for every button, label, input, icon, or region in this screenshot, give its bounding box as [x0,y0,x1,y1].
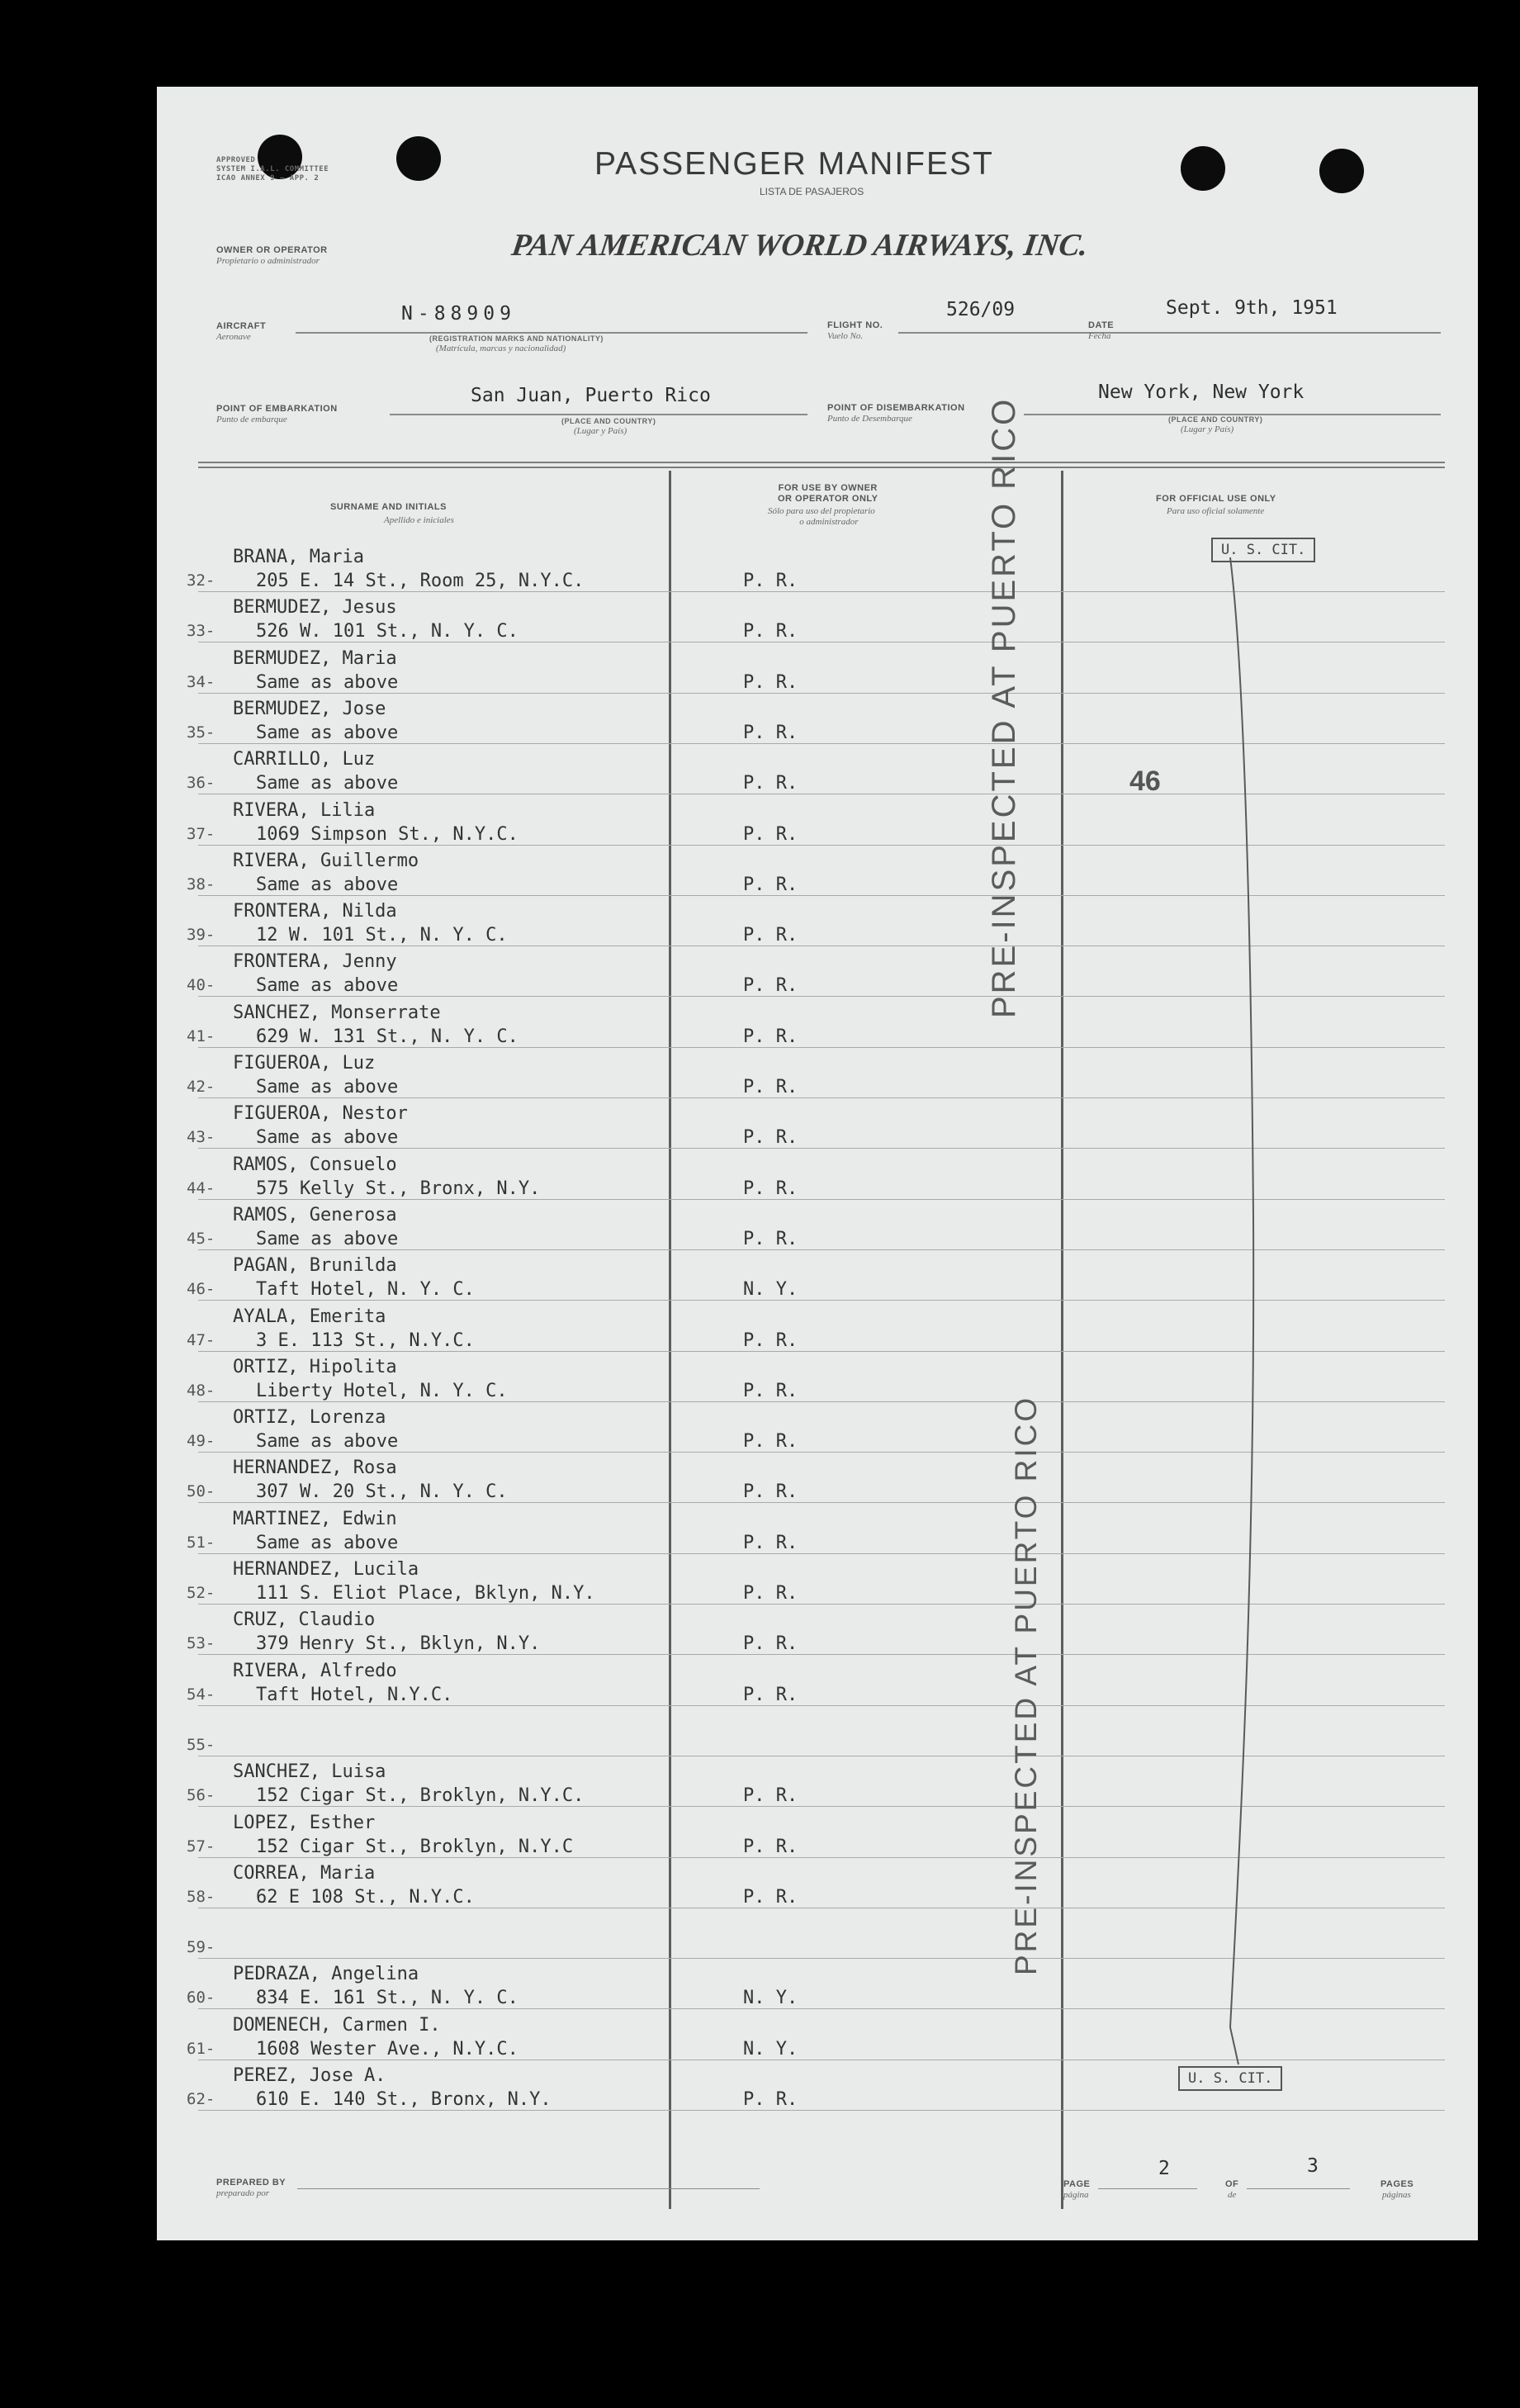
passenger-address: 307 W. 20 St., N. Y. C. [256,1481,508,1503]
passenger-name: LOPEZ, Esther [233,1812,376,1833]
passenger-name: ORTIZ, Lorenza [233,1407,386,1429]
operator-code: P. R. [743,1684,798,1705]
aircraft-label: AIRCRAFT [216,321,267,331]
date-label-es: Fecha [1088,331,1111,341]
preinspected-stamp: PRE-INSPECTED AT PUERTO RICO [986,396,1022,1018]
official-use-column-header-es: Para uso oficial solamente [1167,506,1265,516]
passenger-name: BERMUDEZ, Maria [233,647,397,669]
passenger-name: RIVERA, Alfredo [233,1660,397,1681]
passenger-row [157,948,1478,998]
passenger-name: FIGUEROA, Nestor [233,1103,408,1125]
operator-code: P. R. [743,874,798,895]
passenger-number: 39- [187,926,215,945]
passenger-number: 40- [187,976,215,995]
disembark-place-note: (PLACE AND COUNTRY) [1168,415,1263,424]
passenger-number: 44- [187,1178,215,1197]
embark-place-note-es: (Lugar y País) [574,426,627,436]
passenger-row [157,847,1478,898]
passenger-name: RIVERA, Lilia [233,799,376,821]
passenger-number: 52- [187,1584,215,1602]
disembark-value: New York, New York [1098,382,1305,403]
passenger-number: 57- [187,1837,215,1856]
passenger-name: FRONTERA, Nilda [233,901,397,922]
handwritten-count: 46 [1129,766,1161,797]
passenger-address: Liberty Hotel, N. Y. C. [256,1380,508,1401]
manifest-document [157,87,1478,2240]
preinspected-stamp: PRE-INSPECTED AT PUERTO RICO [1009,1395,1043,1975]
operator-code: P. R. [743,1785,798,1807]
passenger-number: 58- [187,1887,215,1906]
passenger-address: Same as above [256,874,399,895]
passenger-address: 379 Henry St., Bklyn, N.Y. [256,1633,541,1655]
passenger-address: 12 W. 101 St., N. Y. C. [256,925,508,946]
operator-code: P. R. [743,571,798,591]
passenger-number: 37- [187,824,215,843]
passenger-address: Taft Hotel, N. Y. C. [256,1279,475,1301]
passenger-row [157,1353,1478,1404]
operator-code: P. R. [743,1178,798,1199]
prepared-by-label-es: preparado por [216,2188,270,2198]
passenger-number: 45- [187,1229,215,1248]
passenger-row [157,1303,1478,1353]
owner-use-column-header: FOR USE BY OWNER OR OPERATOR ONLY [778,483,878,504]
passenger-number: 49- [187,1432,215,1451]
date-label: DATE [1088,320,1115,330]
operator-code: P. R. [743,1026,798,1047]
passenger-name: PEREZ, Jose A. [233,2065,386,2086]
owner-label: OWNER OR OPERATOR [216,245,328,255]
airline-name: PAN AMERICAN WORLD AIRWAYS, INC. [509,228,1091,263]
passenger-row [157,645,1478,695]
passenger-address: Same as above [256,1431,399,1453]
passenger-name: PEDRAZA, Angelina [233,1964,419,1985]
passenger-row [157,2012,1478,2062]
operator-code: P. R. [743,773,798,794]
operator-code: P. R. [743,722,798,743]
passenger-address: 526 W. 101 St., N. Y. C. [256,621,519,642]
passenger-number: 33- [187,622,215,641]
passenger-number: 48- [187,1381,215,1400]
passenger-address: Same as above [256,1077,399,1097]
passenger-number: 62- [187,2090,215,2108]
operator-code: N. Y. [743,1988,798,2009]
passenger-row [157,1505,1478,1556]
passenger-number: 61- [187,2039,215,2058]
operator-code: P. R. [743,1633,798,1655]
passenger-address: 3 E. 113 St., N.Y.C. [256,1330,475,1351]
surname-column-header-es: Apellido e iniciales [384,515,454,525]
passenger-number: 54- [187,1685,215,1704]
passenger-number: 36- [187,774,215,793]
operator-code: P. R. [743,1481,798,1503]
flight-label: FLIGHT NO. [827,320,883,330]
passenger-address: Same as above [256,1228,399,1249]
disembark-label: POINT OF DISEMBARKATION [827,403,965,413]
page-number: 2 [1158,2158,1170,2179]
passenger-number: 38- [187,875,215,894]
passenger-address: 152 Cigar St., Broklyn, N.Y.C [256,1836,574,1857]
passenger-name: BERMUDEZ, Jesus [233,597,397,619]
pages-label: PAGES [1380,2179,1414,2189]
registration-note: (REGISTRATION MARKS AND NATIONALITY) [429,334,604,343]
passenger-row [157,999,1478,1050]
passenger-row [157,1657,1478,1708]
passenger-name: FIGUEROA, Luz [233,1053,376,1074]
registration-note-es: (Matrícula, marcas y nacionalidad) [436,344,566,353]
passenger-number: 34- [187,672,215,691]
row-rule [198,2110,1445,2111]
passenger-address: 610 E. 140 St., Bronx, N.Y. [256,2089,552,2110]
operator-code: P. R. [743,1380,798,1401]
passenger-row [157,1252,1478,1302]
passenger-row [157,797,1478,847]
passenger-address: 111 S. Eliot Place, Bklyn, N.Y. [256,1583,595,1604]
passenger-name: BERMUDEZ, Jose [233,698,386,719]
passenger-name: SANCHEZ, Monserrate [233,1002,441,1023]
operator-code: P. R. [743,621,798,642]
passenger-address: 1608 Wester Ave., N.Y.C. [256,2038,519,2060]
form-reference: APPROVED SYSTEM I.A.L. COMMITTEE ICAO ANNEX 9 — APP. 2 [216,156,329,182]
passenger-number: 50- [187,1482,215,1501]
passenger-row [157,1556,1478,1606]
aircraft-label-es: Aeronave [216,332,251,342]
date-value: Sept. 9th, 1951 [1166,297,1338,319]
passenger-address: Same as above [256,773,399,794]
passenger-name: ORTIZ, Hipolita [233,1356,397,1377]
surname-column-header: SURNAME AND INITIALS [330,502,447,512]
passenger-name: HERNANDEZ, Rosa [233,1458,397,1479]
passenger-number: 55- [187,1735,215,1754]
of-label: OF [1225,2179,1239,2189]
official-use-column-header: FOR OFFICIAL USE ONLY [1156,494,1276,504]
passenger-row [157,1454,1478,1505]
passenger-name: RIVERA, Guillermo [233,850,419,871]
passenger-name: SANCHEZ, Luisa [233,1761,386,1783]
passenger-number: 43- [187,1128,215,1147]
passenger-number: 41- [187,1026,215,1045]
operator-code: P. R. [743,2089,798,2110]
passenger-row [157,1050,1478,1100]
passenger-name: RAMOS, Consuelo [233,1154,397,1175]
passenger-address: Same as above [256,671,399,693]
passenger-row [157,746,1478,796]
us-cit-stamp: U. S. CIT. [1178,2066,1282,2091]
embark-label: POINT OF EMBARKATION [216,404,338,414]
operator-code: N. Y. [743,2038,798,2060]
passenger-row [157,898,1478,948]
passenger-row [157,1708,1478,1758]
bracket-line [1148,557,1263,2077]
passenger-row [157,1404,1478,1454]
passenger-number: 60- [187,1988,215,2007]
operator-code: P. R. [743,1228,798,1249]
operator-code: N. Y. [743,1279,798,1301]
punch-hole [1181,146,1225,191]
passenger-row [157,1910,1478,1960]
punch-hole [396,136,441,181]
page-title-es: LISTA DE PASAJEROS [760,186,864,197]
page-label-es: página [1063,2190,1089,2200]
passenger-name: AYALA, Emerita [233,1306,386,1327]
passenger-number: 47- [187,1330,215,1349]
passenger-name: DOMENECH, Carmen I. [233,2014,441,2036]
passenger-number: 56- [187,1786,215,1805]
passenger-name: PAGAN, Brunilda [233,1255,397,1277]
passenger-address: 629 W. 131 St., N. Y. C. [256,1026,519,1047]
passenger-name: CORREA, Maria [233,1862,376,1884]
passenger-row [157,1202,1478,1252]
passenger-address: 1069 Simpson St., N.Y.C. [256,823,519,845]
passenger-number: 46- [187,1280,215,1299]
operator-code: P. R. [743,1127,798,1149]
disembark-label-es: Punto de Desembarque [827,414,912,424]
passenger-address: Same as above [256,1127,399,1149]
operator-code: P. R. [743,1532,798,1553]
operator-code: P. R. [743,1836,798,1857]
passenger-name: BRANA, Maria [233,547,364,567]
passenger-number: 59- [187,1938,215,1957]
page-label: PAGE [1063,2179,1091,2189]
passenger-address: Same as above [256,975,399,997]
owner-use-column-header-es: Sólo para uso del propietario o administrador [768,506,875,527]
passenger-address: Taft Hotel, N.Y.C. [256,1684,453,1705]
embark-value: San Juan, Puerto Rico [471,385,711,406]
passenger-number: 42- [187,1078,215,1096]
passenger-address: 205 E. 14 St., Room 25, N.Y.C. [256,571,585,591]
passenger-name: CARRILLO, Luz [233,749,376,770]
passenger-name: HERNANDEZ, Lucila [233,1559,419,1580]
passenger-row [157,594,1478,644]
passenger-address: Same as above [256,1532,399,1553]
operator-code: P. R. [743,671,798,693]
operator-code: P. R. [743,925,798,946]
passenger-row [157,1809,1478,1860]
passenger-address: 575 Kelly St., Bronx, N.Y. [256,1178,541,1199]
operator-code: P. R. [743,1583,798,1604]
passenger-name: RAMOS, Generosa [233,1204,397,1225]
us-cit-stamp: U. S. CIT. [1211,538,1315,562]
flight-value: 526/09 [946,299,1016,320]
operator-code: P. R. [743,823,798,845]
passenger-row [157,1606,1478,1657]
passenger-address: Same as above [256,722,399,743]
passenger-row [157,1100,1478,1150]
operator-code: P. R. [743,1077,798,1097]
pages-label-es: páginas [1382,2190,1411,2200]
operator-code: P. R. [743,1431,798,1453]
passenger-number: 51- [187,1533,215,1552]
passenger-row [157,695,1478,746]
passenger-address: 62 E 108 St., N.Y.C. [256,1886,475,1908]
embark-place-note: (PLACE AND COUNTRY) [561,417,656,425]
passenger-number: 32- [187,571,215,590]
punch-hole [1319,149,1364,193]
owner-label-es: Propietario o administrador [216,256,320,266]
passenger-address: 834 E. 161 St., N. Y. C. [256,1988,519,2009]
passenger-address: 152 Cigar St., Broklyn, N.Y.C. [256,1785,585,1807]
passenger-name: FRONTERA, Jenny [233,951,397,973]
embark-label-es: Punto de embarque [216,415,287,424]
prepared-by-label: PREPARED BY [216,2178,286,2188]
passenger-row [157,1151,1478,1202]
aircraft-value: N-88909 [401,303,516,325]
operator-code: P. R. [743,1886,798,1908]
operator-code: P. R. [743,1330,798,1351]
passenger-row [157,1960,1478,2011]
passenger-row [157,1860,1478,1910]
page-title: PASSENGER MANIFEST [594,146,994,182]
operator-code: P. R. [743,975,798,997]
of-label-es: de [1228,2190,1237,2200]
passenger-number: 53- [187,1634,215,1653]
passenger-name: CRUZ, Claudio [233,1609,376,1631]
passenger-name: MARTINEZ, Edwin [233,1508,397,1529]
total-pages: 3 [1307,2155,1319,2177]
passenger-number: 35- [187,723,215,742]
disembark-place-note-es: (Lugar y País) [1181,424,1234,434]
flight-label-es: Vuelo No. [827,331,864,341]
passenger-row [157,1758,1478,1808]
